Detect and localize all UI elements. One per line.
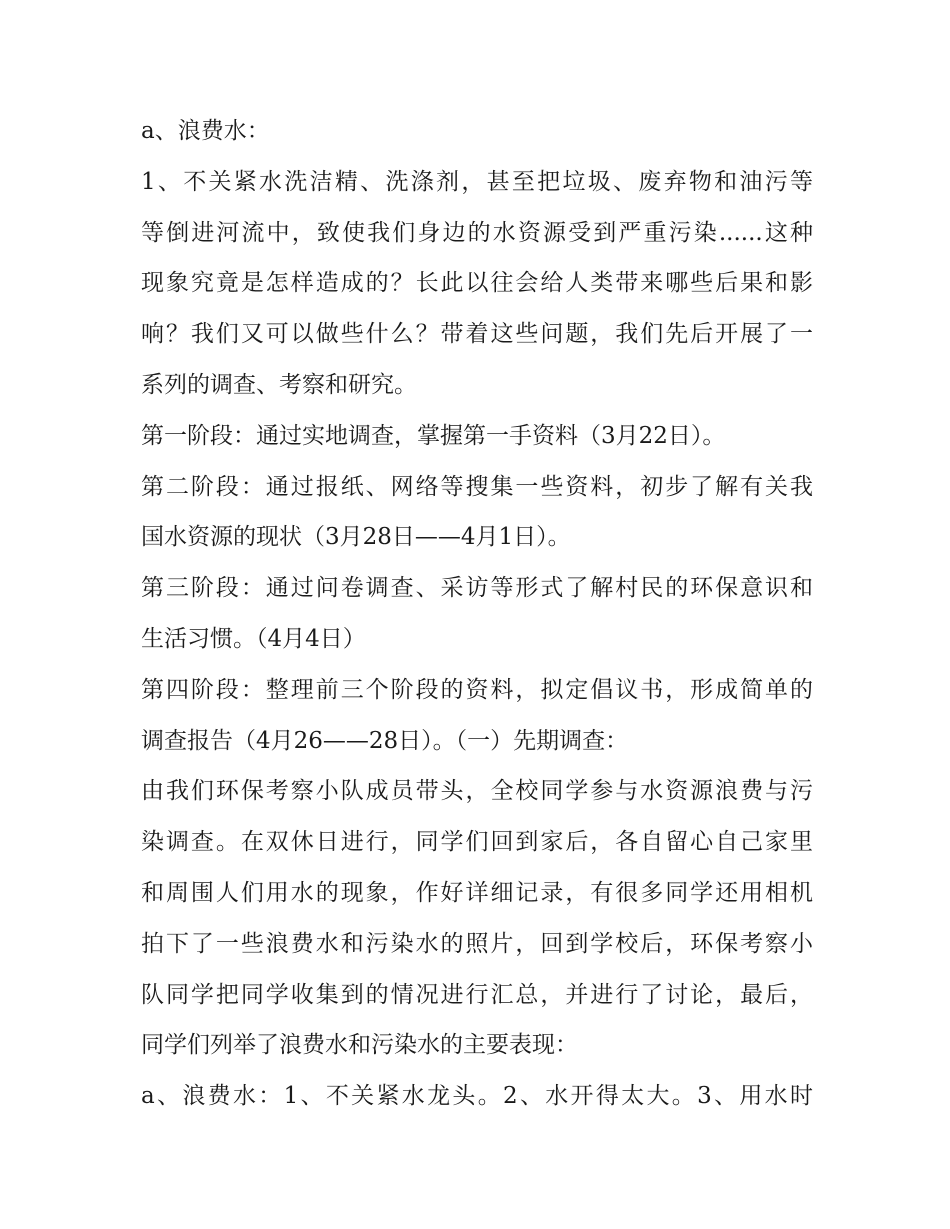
text-line: 等倒进河流中，致使我们身边的水资源受到严重污染......这种 [141, 219, 813, 246]
text-line: 拍下了一些浪费水和污染水的照片，回到学校后，环保考察小 [141, 930, 813, 957]
text-line: 系列的调查、考察和研究。 [141, 371, 417, 398]
text-line: a、浪费水： [141, 118, 270, 144]
text-line: 第二阶段：通过报纸、网络等搜集一些资料，初步了解有关我 [141, 473, 813, 500]
text-line: 染调查。在双休日进行，同学们回到家后，各自留心自己家里 [141, 829, 813, 856]
text-line: 第三阶段：通过问卷调查、采访等形式了解村民的环保意识和 [141, 575, 813, 602]
text-line: 生活习惯。（4月4日） [141, 625, 366, 652]
text-line: 同学们列举了浪费水和污染水的主要表现： [141, 1032, 578, 1059]
text-line: 由我们环保考察小队成员带头，全校同学参与水资源浪费与污 [141, 778, 813, 805]
text-line: 响？我们又可以做些什么？带着这些问题，我们先后开展了一 [141, 321, 813, 348]
text-line: a、浪费水：1、不关紧水龙头。2、水开得太大。3、用水时 [141, 1083, 813, 1110]
text-line: 和周围人们用水的现象，作好详细记录，有很多同学还用相机 [141, 879, 813, 906]
text-line: 1、不关紧水洗洁精、洗涤剂，甚至把垃圾、废弃物和油污等 [141, 168, 813, 195]
text-line: 调查报告（4月26——28日）。（一）先期调查： [141, 727, 629, 754]
text-line: 第四阶段：整理前三个阶段的资料，拟定倡议书，形成简单的 [141, 676, 813, 703]
text-line: 队同学把同学收集到的情况进行汇总，并进行了讨论，最后， [141, 981, 813, 1008]
text-line: 国水资源的现状（3月28日——4月1日）。 [141, 524, 571, 551]
text-line: 第一阶段：通过实地调查，掌握第一手资料（3月22日）。 [141, 422, 726, 449]
text-line: 现象究竟是怎样造成的？长此以往会给人类带来哪些后果和影 [141, 270, 813, 297]
document-body [141, 106, 813, 1122]
